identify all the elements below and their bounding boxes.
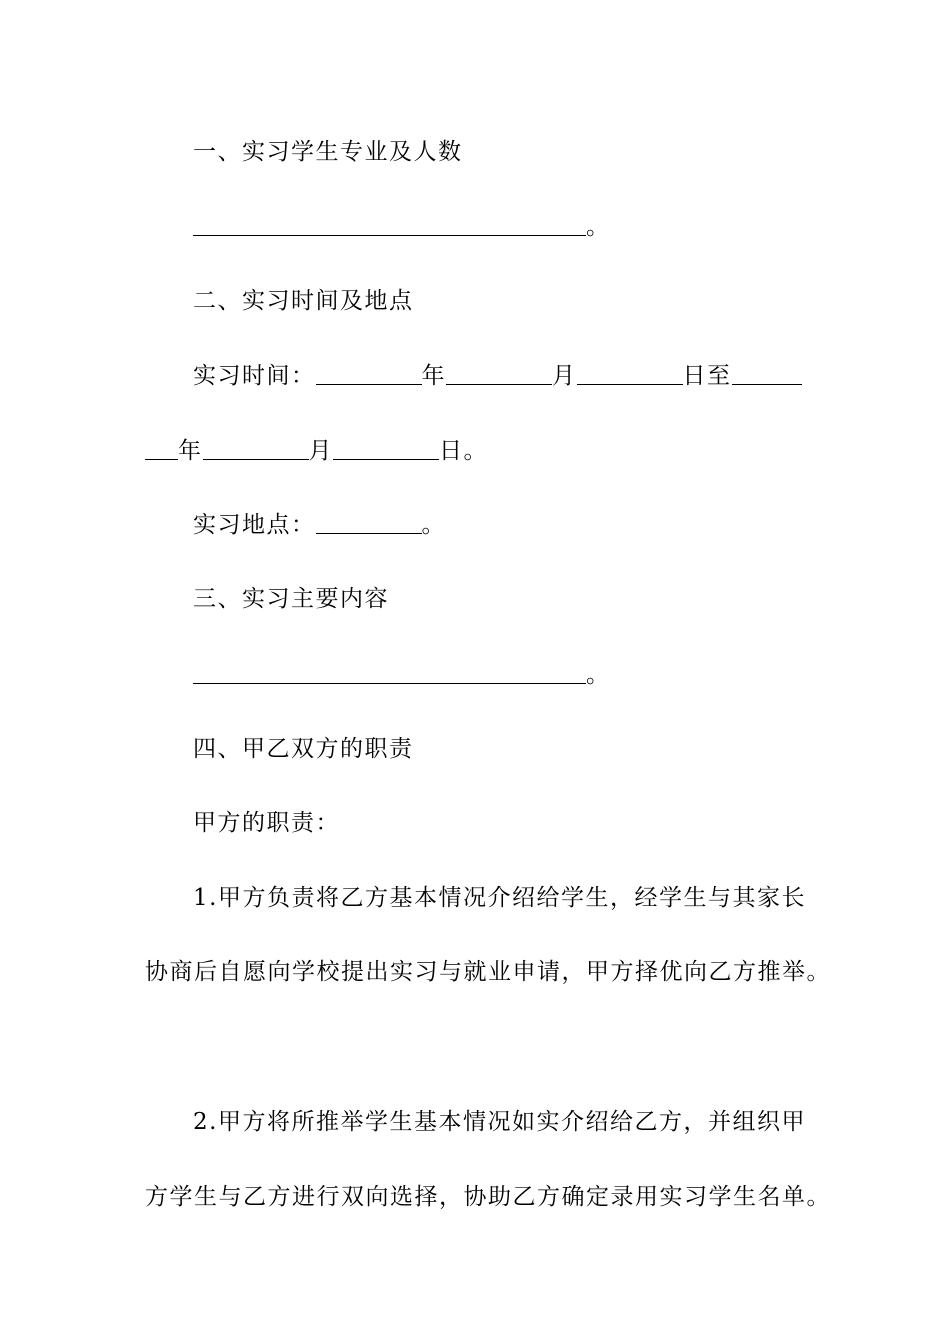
duty-item-2-line-2 (145, 1182, 831, 1212)
internship-time-line-continued (145, 436, 488, 466)
fill-blank-major-count[interactable] (193, 215, 586, 236)
fill-blank-main-content[interactable] (193, 663, 586, 684)
fill-blank-end-day[interactable] (333, 439, 439, 460)
fill-blank-end-month[interactable] (203, 439, 309, 460)
section-1-period: 。 (586, 214, 611, 240)
section-4-heading-text: 四、甲乙双方的职责 (193, 736, 414, 762)
section-3-heading-text: 三、实习主要内容 (193, 586, 389, 612)
section-2-heading-text: 二、实习时间及地点 (193, 288, 414, 314)
section-1-answer-line (193, 212, 611, 242)
internship-place-line (193, 510, 446, 540)
section-3-answer-line (193, 660, 611, 690)
month-char: 月 (552, 363, 577, 389)
duty-item-1-line-1 (193, 883, 806, 913)
month-char: 月 (308, 438, 333, 464)
fill-blank-end-year-part2[interactable] (145, 439, 178, 460)
year-char: 年 (178, 438, 203, 464)
fill-blank-end-year-part1[interactable] (732, 364, 802, 385)
duty-item-2-text-1: 2.甲方将所推举学生基本情况如实介绍给乙方，并组织甲 (193, 1109, 806, 1135)
section-1-heading-text: 一、实习学生专业及人数 (193, 139, 463, 165)
section-2-heading (193, 286, 414, 316)
fill-blank-place[interactable] (316, 513, 422, 534)
fill-blank-start-year[interactable] (316, 364, 422, 385)
section-3-period: 。 (586, 662, 611, 688)
duty-item-1-text-1: 1.甲方负责将乙方基本情况介绍给学生，经学生与其家长 (193, 885, 806, 911)
duty-item-2-text-2: 方学生与乙方进行双向选择，协助乙方确定录用实习学生名单。 (145, 1184, 831, 1210)
section-4-heading (193, 734, 414, 764)
fill-blank-start-month[interactable] (446, 364, 552, 385)
year-char: 年 (421, 363, 446, 389)
internship-time-label: 实习时间： (193, 363, 316, 389)
day-end-text: 日。 (439, 438, 488, 464)
section-1-heading (193, 137, 463, 167)
duty-item-1-line-2 (145, 957, 831, 987)
section-3-heading (193, 584, 389, 614)
day-to-text: 日至 (682, 363, 732, 389)
place-period: 。 (421, 512, 446, 538)
party-a-duties-label (193, 808, 340, 838)
internship-place-label: 实习地点： (193, 512, 316, 538)
fill-blank-start-day[interactable] (577, 364, 683, 385)
duty-item-2-line-1 (193, 1107, 806, 1137)
internship-time-line (193, 361, 802, 391)
party-a-duties-text: 甲方的职责： (193, 810, 340, 836)
duty-item-1-text-2: 协商后自愿向学校提出实习与就业申请，甲方择优向乙方推举。 (145, 959, 831, 985)
